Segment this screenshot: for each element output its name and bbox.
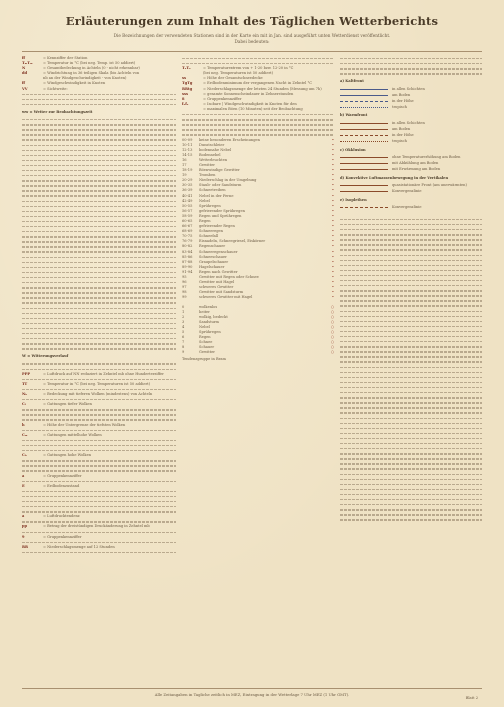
definition: = Temperatur in °C (bei neg. Temperaturen ist 50 addiert) <box>43 381 151 386</box>
front-label: ohne Temperaturerhöhung am Boden <box>392 155 461 160</box>
front-mark <box>340 123 388 124</box>
definition: = Sichtweite: <box>43 86 68 91</box>
code-text: gefrierender Regen <box>199 224 235 229</box>
fronts-legend <box>340 79 482 210</box>
code-number: 40-41 <box>182 193 193 198</box>
ww-heading: ww = Wetter zur Beobachtungszeit <box>22 109 93 114</box>
symbol: N <box>22 66 26 71</box>
code-text: Staub- oder Sandsturm <box>199 183 242 188</box>
header-rule <box>22 51 482 52</box>
code-number: 97 <box>182 285 187 290</box>
weather-symbol-icon: ○ <box>330 304 334 309</box>
code-text: Schneeschauer <box>199 254 227 259</box>
definition: = Gattungen hohe Wolken <box>43 453 92 458</box>
weather-symbol-icon: • <box>331 229 334 234</box>
weather-symbol-icon: • <box>331 173 334 178</box>
weather-symbol-icon: • <box>331 152 334 157</box>
code-number: 6 <box>182 335 185 340</box>
text-line <box>22 346 176 351</box>
weather-symbol-icon: • <box>331 244 334 249</box>
weather-symbol-icon: • <box>331 203 334 208</box>
front-mark <box>340 129 388 130</box>
code-number: 16 <box>182 157 187 162</box>
definition: = Gruppenkennziffer <box>43 473 82 478</box>
front-mark <box>340 163 388 164</box>
definition: = Erdbodenminimum der vergangenen Nacht in Zehntel °C <box>203 81 313 86</box>
code-text: Hagelschauer <box>199 264 225 269</box>
code-text: Dunstschleier <box>199 142 225 147</box>
weather-symbol-icon: • <box>331 142 334 147</box>
weather-symbol-icon: ○ <box>330 309 334 314</box>
definition: = Erdbodenzustand <box>43 483 80 488</box>
code-number: 19 <box>182 173 187 178</box>
symbol: RRtg <box>182 86 193 91</box>
weather-symbol-icon: • <box>331 219 334 223</box>
front-label: mit Abkühlung am Boden <box>392 161 439 166</box>
weather-symbol-icon: • <box>331 188 334 193</box>
definition: = Temperaturextrem von + 1-20 bzw. 12-20 in °C <box>203 66 294 71</box>
code-number: 96 <box>182 280 187 285</box>
code-number: 95 <box>182 275 187 280</box>
code-number: 50-55 <box>182 203 193 208</box>
weather-symbol-icon: ○ <box>330 335 334 340</box>
front-label: in der Höhe <box>392 133 414 138</box>
text-line <box>22 479 176 484</box>
definition: = Höhe der Untergrenze der tiefsten Wolken <box>43 422 126 427</box>
footer-text: Alle Zeitangaben in Tagliche zeitlich in MEZ, Eintragung in der Wetterlage 7 Uhr MEZ (1 Uhr GMT). <box>154 692 350 697</box>
front-label: in der Höhe <box>392 98 414 103</box>
weather-symbol-icon: ○ <box>330 329 334 334</box>
front-label: tropisch <box>392 104 407 109</box>
front-line <box>340 167 482 173</box>
text-line <box>22 448 176 453</box>
code-text: Schneeregenschauer <box>199 249 238 254</box>
front-mark <box>340 157 388 158</box>
weather-symbol-icon: • <box>331 137 334 142</box>
weather-symbol-icon: • <box>331 269 334 274</box>
front-mark <box>340 95 388 96</box>
weather-symbol-icon: • <box>331 275 334 280</box>
code-number: 36-39 <box>182 188 193 193</box>
code-text: gefrierender Sprühregen <box>199 208 245 213</box>
front-label: in allen Schichten <box>392 86 425 91</box>
code-number: 66-67 <box>182 224 193 229</box>
weather-symbol-icon: • <box>331 168 334 173</box>
code-number: 85-86 <box>182 254 193 259</box>
weather-symbol-icon: • <box>331 290 334 295</box>
code-number: 17 <box>182 162 187 167</box>
definition: (bei neg. Temperaturen ist 50 addiert) <box>203 71 274 76</box>
front-mark <box>340 89 388 90</box>
code-text: wolkig, bedeckt <box>199 314 228 319</box>
code-text: wolkenlos <box>199 304 218 309</box>
code-text: Nebel in der Ferne <box>199 193 234 198</box>
definition: = Gattungen mittelhohe Wolken <box>43 432 102 437</box>
code-number: 30-35 <box>182 183 193 188</box>
symbol: sss <box>182 91 189 96</box>
isopleth-line <box>340 205 482 211</box>
text-line <box>22 530 176 535</box>
code-number: 7 <box>182 340 185 345</box>
convective-heading: d) Konvektive Luftmassenbewegung in der Vertikalen <box>340 175 449 180</box>
weather-symbol-icon: ○ <box>330 324 334 329</box>
code-number: 98 <box>182 290 187 295</box>
code-number: 12-13 <box>182 147 193 152</box>
definition: = Niederschlagsmenge der letzten 24 Stunden (Messung um 7h) <box>203 86 322 91</box>
code-number: 91-94 <box>182 269 193 274</box>
w-heading: W = Witterungsverlauf <box>22 354 69 359</box>
code-text: schweres Gewitter mit Hagel <box>199 295 253 300</box>
weather-symbol-icon: • <box>331 193 334 198</box>
weather-symbol-icon: ○ <box>330 345 334 350</box>
weather-symbol-icon: • <box>331 198 334 203</box>
code-text: Gewitter mit Regen oder Schnee <box>199 275 259 280</box>
code-number: 0 <box>182 304 185 309</box>
weather-symbol-icon: • <box>331 178 334 183</box>
code-text: Schneefall <box>199 234 219 239</box>
text-line <box>340 517 482 522</box>
code-text: Sprühregen <box>199 329 221 334</box>
symbol: RR <box>22 544 28 549</box>
text-line <box>22 519 176 524</box>
weather-symbol-icon: ○ <box>330 314 334 319</box>
right-column <box>340 56 482 522</box>
weather-symbol-icon: • <box>331 157 334 162</box>
weather-code-row <box>182 295 334 300</box>
front-mark <box>340 169 388 170</box>
front-mark <box>340 135 388 136</box>
definition: = Gesamtbedeckung in Achteln (0 - nicht erkennbar) <box>43 66 140 71</box>
weather-symbol-icon: • <box>331 239 334 244</box>
text-line <box>22 387 176 392</box>
code-number: 60-65 <box>182 219 193 223</box>
weather-symbol-icon: • <box>331 264 334 269</box>
code-number: 70-75 <box>182 234 193 239</box>
code-text: Niederschlag in der Umgebung <box>199 178 257 183</box>
text-line <box>22 509 176 514</box>
code-text: Schneeregen <box>199 229 223 234</box>
code-number: 00-09 <box>182 137 193 142</box>
cold-front-heading: a) Kaltfront <box>340 79 364 84</box>
code-number: 14-15 <box>182 152 193 157</box>
code-number: 76-79 <box>182 239 193 244</box>
front-label: quasistationäre Front (am unerwärmten) <box>392 183 467 188</box>
code-text: Regen <box>199 219 211 223</box>
weather-symbol-icon: • <box>331 234 334 239</box>
weather-symbol-icon: • <box>331 208 334 213</box>
code-number: 4 <box>182 324 185 329</box>
weather-symbol-icon: • <box>331 254 334 259</box>
code-number: 99 <box>182 295 187 300</box>
code-number: 42-49 <box>182 198 193 203</box>
code-number: 20-29 <box>182 178 193 183</box>
weather-symbol-icon: ○ <box>330 340 334 345</box>
weather-symbol-icon: • <box>331 285 334 290</box>
definition: = Betrag der dreistündigen Druckänderung in Zehntel mb <box>43 524 150 529</box>
front-line <box>340 189 482 195</box>
symbol: E <box>22 483 25 488</box>
definition: = Temperatur in °C (bei neg. Temp. ist 50 addiert) <box>43 61 136 66</box>
front-line <box>340 139 482 145</box>
code-number: 9 <box>182 350 185 355</box>
front-mark <box>340 191 388 192</box>
code-text: Graupelschauer <box>199 259 229 264</box>
text-line <box>22 417 176 422</box>
symbol: TₓTₓ <box>182 66 191 71</box>
symbol: TT <box>22 381 28 386</box>
code-number: 8 <box>182 345 185 350</box>
code-text: Böenwindige Gewitter <box>199 168 240 173</box>
front-line <box>340 104 482 110</box>
symbol: a <box>22 514 25 519</box>
intro-line: Die Bezeichnungen der verwendeten Stationen sind in der Karte ein mit in Jan. sind ausgeführt unten Wetterdienst veröffentlicht. <box>113 33 391 38</box>
definition: = maximalen Böen (10 Minuten) seit der Beobachtung <box>203 106 303 111</box>
intro-text <box>40 33 464 45</box>
footer-rule <box>22 688 482 689</box>
tendency-row <box>182 357 334 362</box>
isopleth-heading: e) Isoplethen <box>340 197 367 202</box>
code-text: Eisnadeln, Schneegriesel, Eiskörner <box>199 239 266 244</box>
symbol: a <box>22 473 25 478</box>
code-number: 58-59 <box>182 213 193 218</box>
definition: = Luftdrucktendenz <box>43 514 80 519</box>
text-line <box>22 540 176 545</box>
code-number: 56-57 <box>182 208 193 213</box>
code-number: 18-19 <box>182 168 193 173</box>
code-text: Schauer <box>199 345 215 350</box>
code-number: 80-82 <box>182 244 193 249</box>
definition: = Gattungen tiefer Wolken <box>43 402 92 407</box>
text-line <box>22 377 176 382</box>
symbol: Nₕ <box>22 392 28 396</box>
code-text: Regen <box>199 335 211 340</box>
code-number: 1 <box>182 309 185 314</box>
code-text: Gewitter <box>199 162 215 167</box>
symbol: VV <box>22 86 28 91</box>
code-text: Schneetreiben <box>199 188 226 193</box>
code-text: Gewitter <box>199 350 215 355</box>
code-text: Regen nach Gewitter <box>199 269 238 274</box>
left-column <box>22 56 176 555</box>
code-text: schweres Gewitter <box>199 285 234 290</box>
code-text: Bodennebel <box>199 152 221 157</box>
definition: = Windgeschwindigkeit in Knoten <box>43 81 106 86</box>
definition: = Niederschlagsmenge auf 12 Stunden <box>43 544 115 549</box>
weather-symbol-icon: • <box>331 259 334 264</box>
symbol: 9 <box>22 534 25 539</box>
code-number: 68-69 <box>182 229 193 234</box>
weather-symbol-icon: • <box>331 280 334 285</box>
code-number: 87-88 <box>182 259 193 264</box>
code-text: Wetterleuchten <box>199 157 228 162</box>
code-text: Nebel <box>199 324 210 329</box>
tendency-label: Tendenzgruppe in Bram <box>182 357 226 362</box>
page-label: Blatt 2 <box>465 696 478 700</box>
code-text: Schnee <box>199 340 213 345</box>
symbol: ss <box>182 76 187 81</box>
middle-column <box>182 56 334 363</box>
code-number: 2 <box>182 314 185 319</box>
code-text: Gewitter mit Sandsturm <box>199 290 244 295</box>
w-code-row <box>182 350 334 355</box>
definition: = Gruppenkennziffer <box>43 534 82 539</box>
definition: = Isobare | Windgeschwindigkeit in Knoten für den <box>203 101 297 106</box>
weather-symbol-icon: ○ <box>330 319 334 324</box>
code-number: 3 <box>182 319 185 324</box>
symbol: Cₗ <box>22 402 26 407</box>
code-text: bodennahe Nebel <box>199 147 232 152</box>
text-line <box>22 468 176 473</box>
intro-line: Dabei bedeuten: <box>234 39 270 44</box>
code-text: Regen und Sprühregen <box>199 213 242 218</box>
code-number: 83-84 <box>182 249 193 254</box>
code-text: keine besonderen Erscheinungen <box>199 137 260 142</box>
code-text: Nebel <box>199 198 210 203</box>
definition: = Luftdruck auf NN reduziert in Zehntel mb ohne Hunderterziffer <box>43 371 164 376</box>
symbol: PPP <box>22 371 31 376</box>
isopleth-label: Konvergenzlinie <box>392 205 422 210</box>
weather-symbol-icon: • <box>331 295 334 300</box>
weather-symbol-icon: • <box>331 147 334 152</box>
warm-front-heading: b) Warmfront <box>340 113 368 118</box>
definition: nb an der Windgeschwindigkeit - von Knoten) <box>43 76 127 81</box>
front-label: Konvergenzlinie <box>392 189 422 194</box>
front-mark <box>340 141 388 142</box>
code-text: heiter <box>199 309 210 314</box>
isopleth-mark <box>340 207 388 208</box>
front-mark <box>340 107 388 108</box>
definition: = Kennziffer der Station <box>43 56 88 60</box>
page-title: Erläuterungen zum Inhalt des Täglichen Wetterberichts <box>65 14 439 28</box>
code-text: Gewitter mit Hagel <box>199 280 235 285</box>
occlusion-heading: c) Okklusion <box>340 147 366 152</box>
symbol: Cₕ <box>22 453 27 458</box>
definition: = Höhe der Gesamtschneedecke <box>203 76 263 81</box>
symbol: dd <box>22 71 28 76</box>
symbol: fₓfₓ <box>182 101 189 106</box>
code-text: Sprühregen <box>199 203 221 208</box>
weather-symbol-icon: • <box>331 162 334 167</box>
weather-symbol-icon: ○ <box>330 350 334 355</box>
symbol: ff <box>22 56 25 60</box>
symbol: TₘTₘ <box>22 61 33 66</box>
definition: = Windrichtung in 36 teiligen Skala (bis Achteln von <box>43 71 140 76</box>
weather-symbol-icon: • <box>331 213 334 218</box>
code-number: 89-90 <box>182 264 193 269</box>
symbol: pp <box>22 524 28 529</box>
front-mark <box>340 185 388 186</box>
weather-symbol-icon: • <box>331 224 334 229</box>
code-text: Regenschauer <box>199 244 226 249</box>
code-text: Tromben <box>199 173 216 178</box>
definition: = Bedeckung mit tieferen Wolken (mindestens) von Achteln <box>43 392 153 396</box>
text-line <box>22 428 176 433</box>
text-line <box>22 550 176 555</box>
front-label: in allen Schichten <box>392 121 425 126</box>
weather-symbol-icon: • <box>331 249 334 254</box>
front-label: am Boden <box>392 92 411 97</box>
front-mark <box>340 101 388 102</box>
front-label: tropisch <box>392 139 407 144</box>
weather-symbol-icon: • <box>331 183 334 188</box>
symbol: Cₘ <box>22 432 28 437</box>
definition: = gesamte Sonnenscheindauer in Zehnerstunden <box>203 91 294 96</box>
definition: = Gruppenkennziffer <box>203 96 242 101</box>
front-label: am Boden <box>392 127 411 132</box>
symbol: h <box>22 422 25 427</box>
front-label: mit Erwärmung am Boden <box>392 167 441 172</box>
symbol: 8 <box>182 96 185 101</box>
code-number: 10-11 <box>182 142 193 147</box>
symbol: ff <box>22 81 25 86</box>
code-text: Sandsturm <box>199 319 219 324</box>
symbol: TgTg <box>182 81 193 86</box>
code-number: 5 <box>182 329 185 334</box>
text-line <box>22 397 176 402</box>
